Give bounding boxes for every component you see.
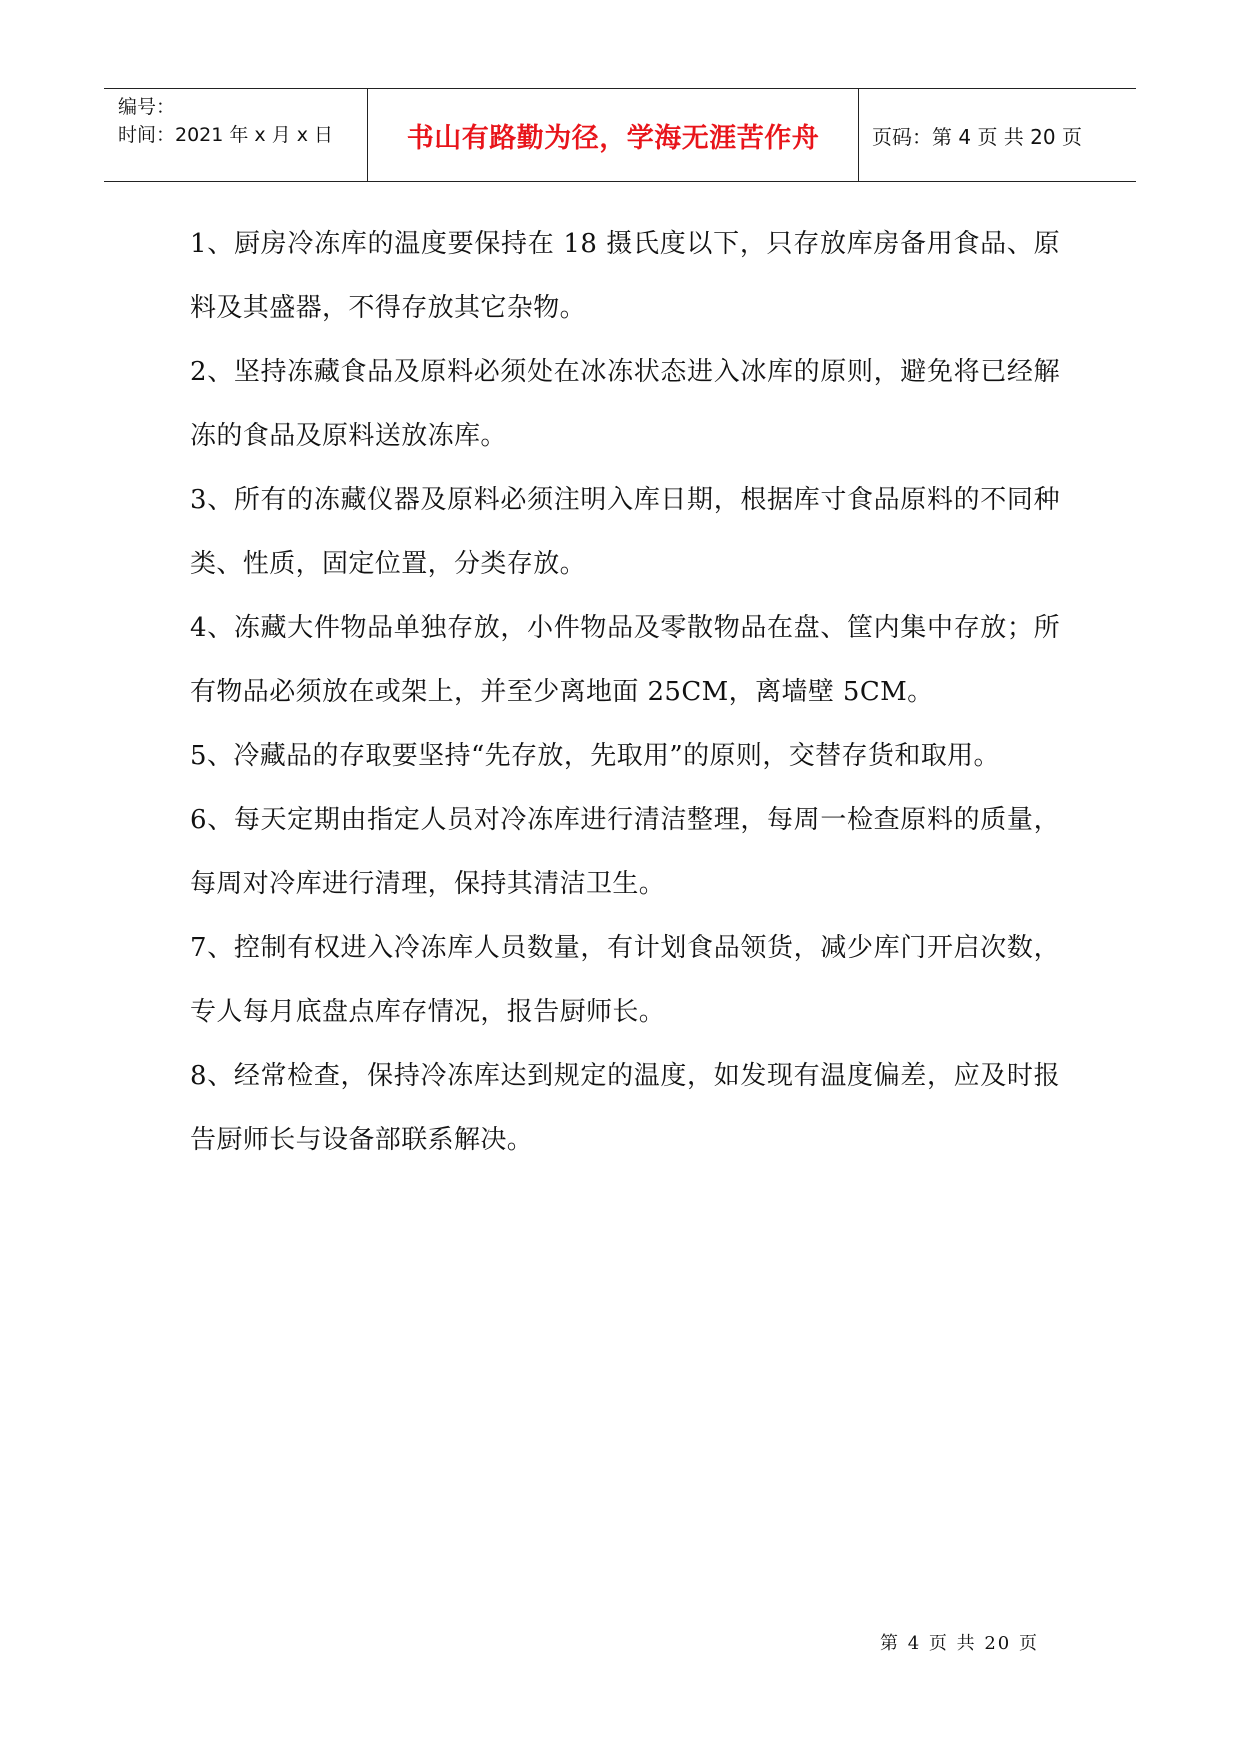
header-divider (858, 89, 859, 181)
paragraph: 8、经常检查，保持冷冻库达到规定的温度，如发现有温度偏差，应及时报告厨师长与设备部联系解决。 (190, 1061, 1060, 1155)
paragraph: 2、坚持冻藏食品及原料必须处在冰冻状态进入冰库的原则，避免将已经解冻的食品及原料送放冻库。 (190, 357, 1060, 451)
page-footer: 第 4 页 共 20 页 (880, 1633, 1039, 1654)
paragraph: 6、每天定期由指定人员对冷冻库进行清洁整理，每周一检查原料的质量，每周对冷库进行清理，保持其清洁卫生。 (190, 805, 1060, 899)
paragraph: 1、厨房冷冻库的温度要保持在 18 摄氏度以下，只存放库房备用食品、原料及其盛器，不得存放其它杂物。 (190, 229, 1060, 323)
paragraph: 4、冻藏大件物品单独存放，小件物品及零散物品在盘、筐内集中存放；所有物品必须放在或架上，并至少离地面 25CM，离墙壁 5CM。 (190, 613, 1060, 707)
header-divider (367, 89, 368, 181)
header-motto: 书山有路勤为径，学海无涯苦作舟 (406, 122, 820, 154)
paragraph: 7、控制有权进入冷冻库人员数量，有计划食品领货，减少库门开启次数，专人每月底盘点库存情况，报告厨师长。 (190, 933, 1060, 1027)
page-header (104, 88, 1136, 182)
document-body (190, 212, 1060, 1172)
header-page-info: 页码：第 4 页 共 20 页 (872, 124, 1082, 149)
paragraph: 5、冷藏品的存取要坚持“先存放，先取用”的原则，交替存货和取用。 (190, 741, 1000, 771)
document-time-label: 时间：2021 年 x 月 x 日 (118, 124, 334, 146)
document-number-label: 编号： (118, 96, 176, 118)
paragraph: 3、所有的冻藏仪器及原料必须注明入库日期，根据库寸食品原料的不同种类、性质，固定位置，分类存放。 (190, 485, 1060, 579)
